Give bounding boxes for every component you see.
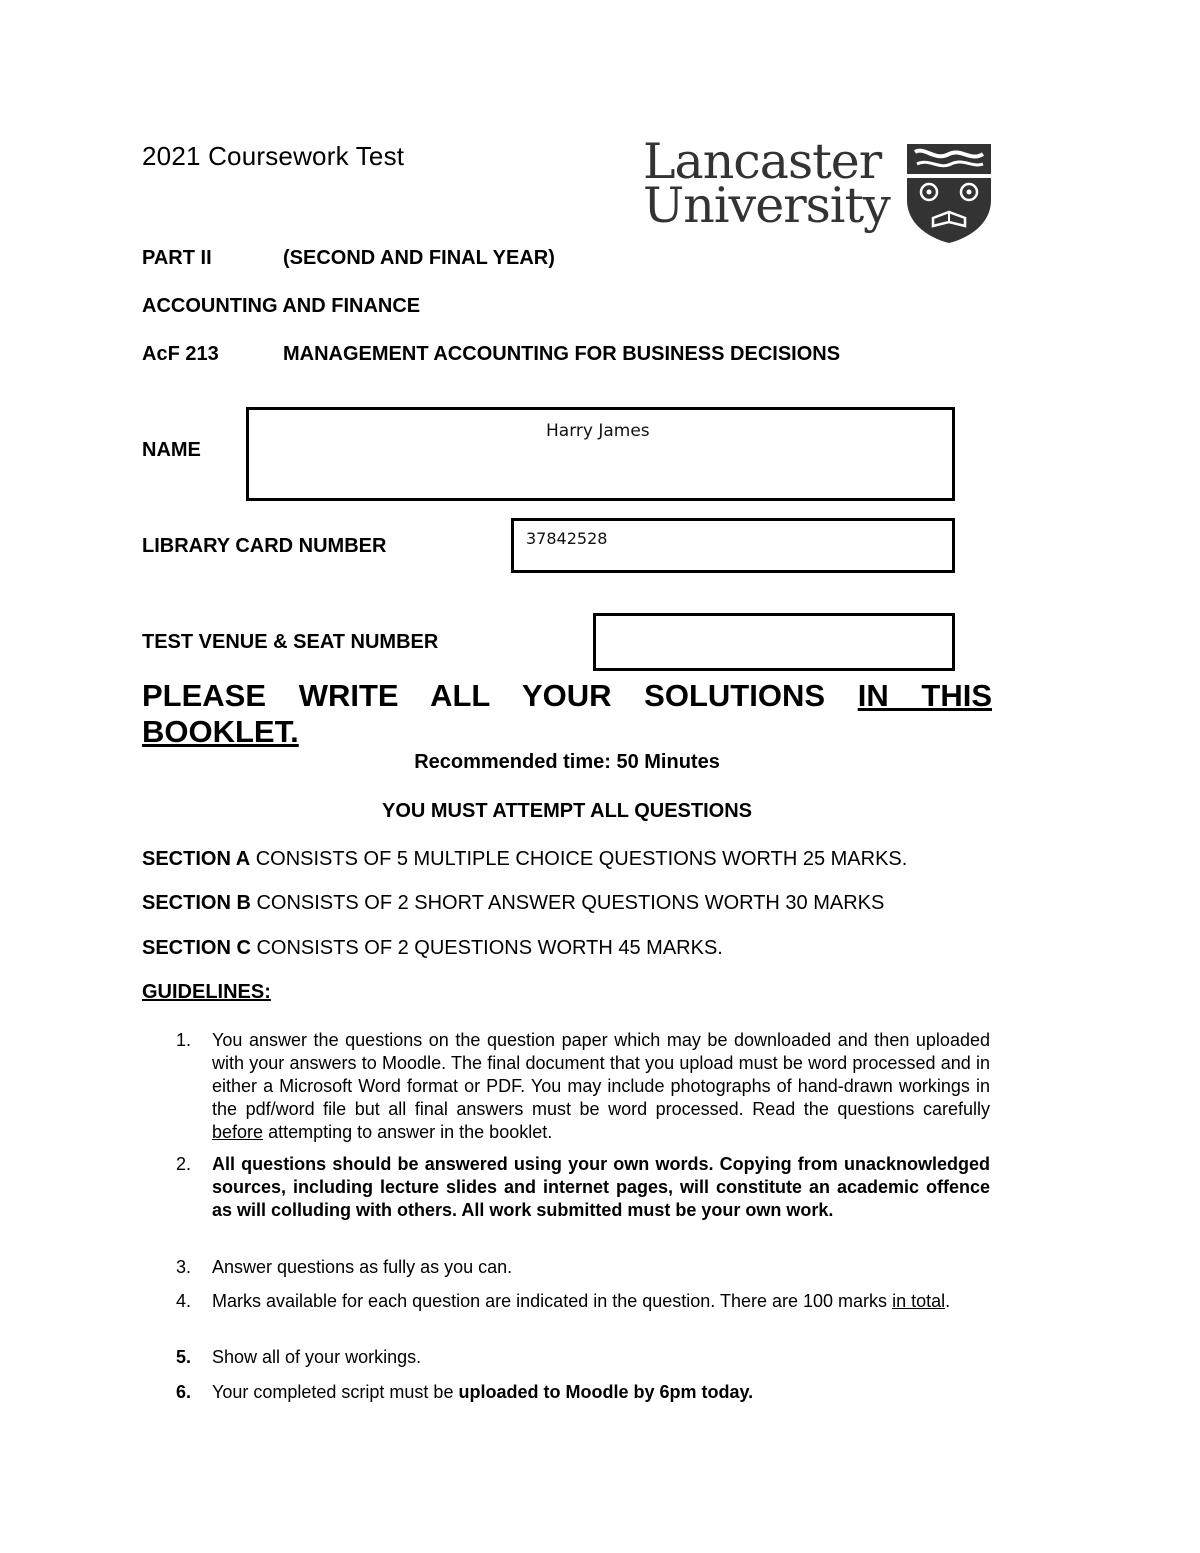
guideline-number: 6.: [176, 1382, 192, 1402]
guideline-1-underlined: before: [212, 1122, 264, 1142]
guideline-4-text: Marks available for each question are indicated in the question. There are 100 marks: [212, 1291, 888, 1311]
guideline-1-text-end: attempting to answer in the booklet.: [268, 1122, 553, 1142]
guideline-number: 5.: [176, 1347, 192, 1367]
library-card-field[interactable]: [511, 518, 955, 573]
guideline-6-text: Your completed script must be: [212, 1382, 454, 1402]
guideline-number: 1.: [176, 1030, 192, 1050]
section-c-line: [142, 937, 723, 960]
write-in-booklet-notice: [142, 678, 992, 750]
section-a-text: CONSISTS OF 5 MULTIPLE CHOICE QUESTIONS WORTH 25 MARKS.: [255, 848, 908, 870]
guideline-3-text: Answer questions as fully as you can.: [212, 1257, 513, 1277]
name-label: NAME: [142, 439, 201, 461]
section-c-label: SECTION C: [142, 937, 251, 959]
guideline-item-6: [142, 1381, 992, 1404]
venue-seat-label: TEST VENUE & SEAT NUMBER: [142, 631, 439, 653]
guideline-item-2: [142, 1153, 992, 1222]
university-logo: [643, 133, 993, 246]
guideline-6-bold: uploaded to Moodle by 6pm today.: [458, 1382, 754, 1402]
guideline-number: 3.: [176, 1257, 192, 1277]
part-label: PART II: [142, 247, 212, 269]
guideline-number: 4.: [176, 1291, 192, 1311]
section-a-line: [142, 848, 907, 871]
section-a-label: SECTION A: [142, 848, 251, 870]
guideline-5-text: Show all of your workings.: [212, 1347, 422, 1367]
guideline-1-text: You answer the questions on the question paper which may be downloaded and then uploaded with your answers to Moodle. The final document that you upload must be word processed and in either a Microsoft Word format or PDF. You may include photographs of hand-drawn workings in the pdf/word file but all final answers must be word processed. Read the questions carefully: [212, 1030, 990, 1119]
recommended-time: Recommended time: 50 Minutes: [414, 751, 720, 773]
guideline-item-4: [142, 1290, 992, 1313]
document-title: 2021 Coursework Test: [142, 141, 405, 171]
part-value: (SECOND AND FINAL YEAR): [283, 247, 555, 269]
logo-line-1: Lancaster: [643, 133, 882, 190]
guideline-item-5: [142, 1346, 992, 1369]
module-code: AcF 213: [142, 343, 219, 365]
guideline-item-1: [142, 1029, 992, 1144]
department: ACCOUNTING AND FINANCE: [142, 295, 421, 317]
logo-line-2: University: [643, 177, 890, 234]
logo-wordmark: [643, 133, 890, 234]
library-card-value: 37842528: [526, 529, 608, 548]
name-field[interactable]: [246, 407, 955, 501]
name-value: Harry James: [546, 421, 650, 441]
guideline-2-text: All questions should be answered using your own words. Copying from unacknowledged sources, including lecture slides and internet pages, will constitute an academic offence as will colluding with others. All work submitted must be your own work.: [212, 1154, 990, 1220]
guideline-4-text-end: .: [945, 1291, 951, 1311]
notice-part-1: PLEASE WRITE ALL YOUR SOLUTIONS: [142, 678, 826, 713]
venue-seat-field[interactable]: [593, 613, 955, 671]
guideline-4-underlined: in total: [892, 1291, 946, 1311]
university-crest-icon: [905, 142, 993, 244]
library-card-label: LIBRARY CARD NUMBER: [142, 535, 387, 557]
guideline-number: 2.: [176, 1154, 192, 1174]
section-b-text: CONSISTS OF 2 SHORT ANSWER QUESTIONS WORTH 30 MARKS: [256, 892, 885, 914]
section-b-label: SECTION B: [142, 892, 251, 914]
notice-part-2: IN THIS BOOKLET.: [142, 678, 992, 749]
guideline-item-3: [142, 1256, 992, 1279]
attempt-all-notice: YOU MUST ATTEMPT ALL QUESTIONS: [382, 800, 752, 822]
section-b-line: [142, 892, 884, 915]
section-c-text: CONSISTS OF 2 QUESTIONS WORTH 45 MARKS.: [256, 937, 723, 959]
guidelines-heading: GUIDELINES:: [142, 981, 271, 1003]
module-title: MANAGEMENT ACCOUNTING FOR BUSINESS DECISIONS: [283, 343, 841, 365]
